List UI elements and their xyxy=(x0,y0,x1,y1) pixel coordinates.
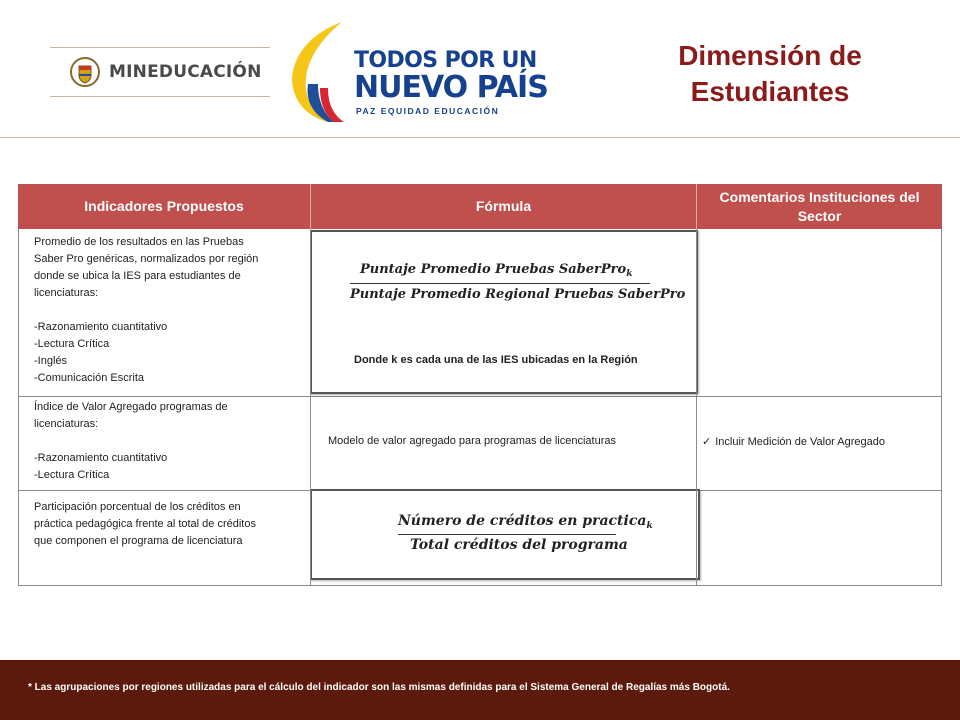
indicator-item: -Comunicación Escrita xyxy=(34,372,145,384)
header-divider xyxy=(0,137,960,138)
indicator-item: -Lectura Crítica xyxy=(34,338,110,350)
comment-cell xyxy=(702,435,885,448)
formula-denominator: Puntaje Promedio Regional Pruebas SaberPro xyxy=(350,287,686,302)
indicator-line: Saber Pro genéricas, normalizados por región xyxy=(34,253,259,265)
indicator-line: Promedio de los resultados en las Pruebas xyxy=(34,236,244,248)
formula-note: Donde k es cada una de las IES ubicadas en la Región xyxy=(354,354,638,366)
header-formula: Fórmula xyxy=(310,184,696,229)
indicator-line: Índice de Valor Agregado programas de xyxy=(34,401,228,413)
indicator-item: -Lectura Crítica xyxy=(34,469,110,481)
fraction-bar xyxy=(398,534,616,535)
logo-tagline: PAZ EQUIDAD EDUCACIÓN xyxy=(356,106,500,116)
table-row xyxy=(18,229,942,397)
comment-text: Incluir Medición de Valor Agregado xyxy=(715,436,886,448)
ministry-name: MINEDUCACIÓN xyxy=(109,62,262,82)
indicator-line: donde se ubica la IES para estudiantes de xyxy=(34,270,241,282)
indicator-line: Participación porcentual de los créditos en xyxy=(34,501,241,513)
fraction-bar xyxy=(350,283,650,284)
checkmark-icon: ✓ xyxy=(702,435,712,448)
indicator-item: -Razonamiento cuantitativo xyxy=(34,452,168,464)
column-divider xyxy=(310,229,311,586)
formula-denominator: Total créditos del programa xyxy=(410,537,628,553)
formula-numerator: Puntaje Promedio Pruebas SaberPro$_k$ xyxy=(360,262,633,279)
flag-swoosh-icon xyxy=(284,18,354,126)
formula-text: Modelo de valor agregado para programas de licenciaturas xyxy=(328,435,617,447)
column-divider xyxy=(696,229,697,586)
indicator-line: licenciaturas: xyxy=(34,418,99,430)
logo-line-1: TODOS POR UN xyxy=(354,48,537,73)
indicator-cell xyxy=(34,399,324,484)
footer-note: * Las agrupaciones por regiones utilizadas para el cálculo del indicador son las mismas definidas para el Sistema General de Regalías más Bogotá. xyxy=(28,682,730,693)
logo-line-2: NUEVO PAÍS xyxy=(354,70,548,105)
footer-bar xyxy=(0,660,960,720)
colombia-seal-icon xyxy=(70,57,100,87)
table-border-right xyxy=(941,229,942,586)
table-border-left xyxy=(18,229,19,586)
indicator-item: -Razonamiento cuantitativo xyxy=(34,321,168,333)
header-comentarios: Comentarios Instituciones del Sector xyxy=(696,184,942,229)
table-header xyxy=(18,184,942,229)
table-row xyxy=(18,491,942,586)
indicator-cell xyxy=(34,499,326,550)
todos-por-un-nuevo-pais-logo xyxy=(284,18,548,126)
mineducacion-logo xyxy=(50,47,270,97)
title-line-2: Estudiantes xyxy=(690,76,850,107)
formula-numerator: Número de créditos en practica$_k$ xyxy=(398,513,653,531)
indicator-cell xyxy=(34,234,324,387)
table-row xyxy=(18,397,942,491)
indicator-line: que componen el programa de licenciatura xyxy=(34,535,243,547)
indicator-line: práctica pedagógica frente al total de créditos xyxy=(34,518,256,530)
page-title xyxy=(640,38,900,110)
indicator-line: licenciaturas: xyxy=(34,287,99,299)
header-indicadores: Indicadores Propuestos xyxy=(84,198,244,214)
indicators-table xyxy=(18,184,942,586)
formula-image-creditos xyxy=(310,489,700,580)
title-line-1: Dimensión de xyxy=(678,40,862,71)
formula-image-saberpro xyxy=(310,230,698,394)
indicator-item: -Inglés xyxy=(34,355,68,367)
